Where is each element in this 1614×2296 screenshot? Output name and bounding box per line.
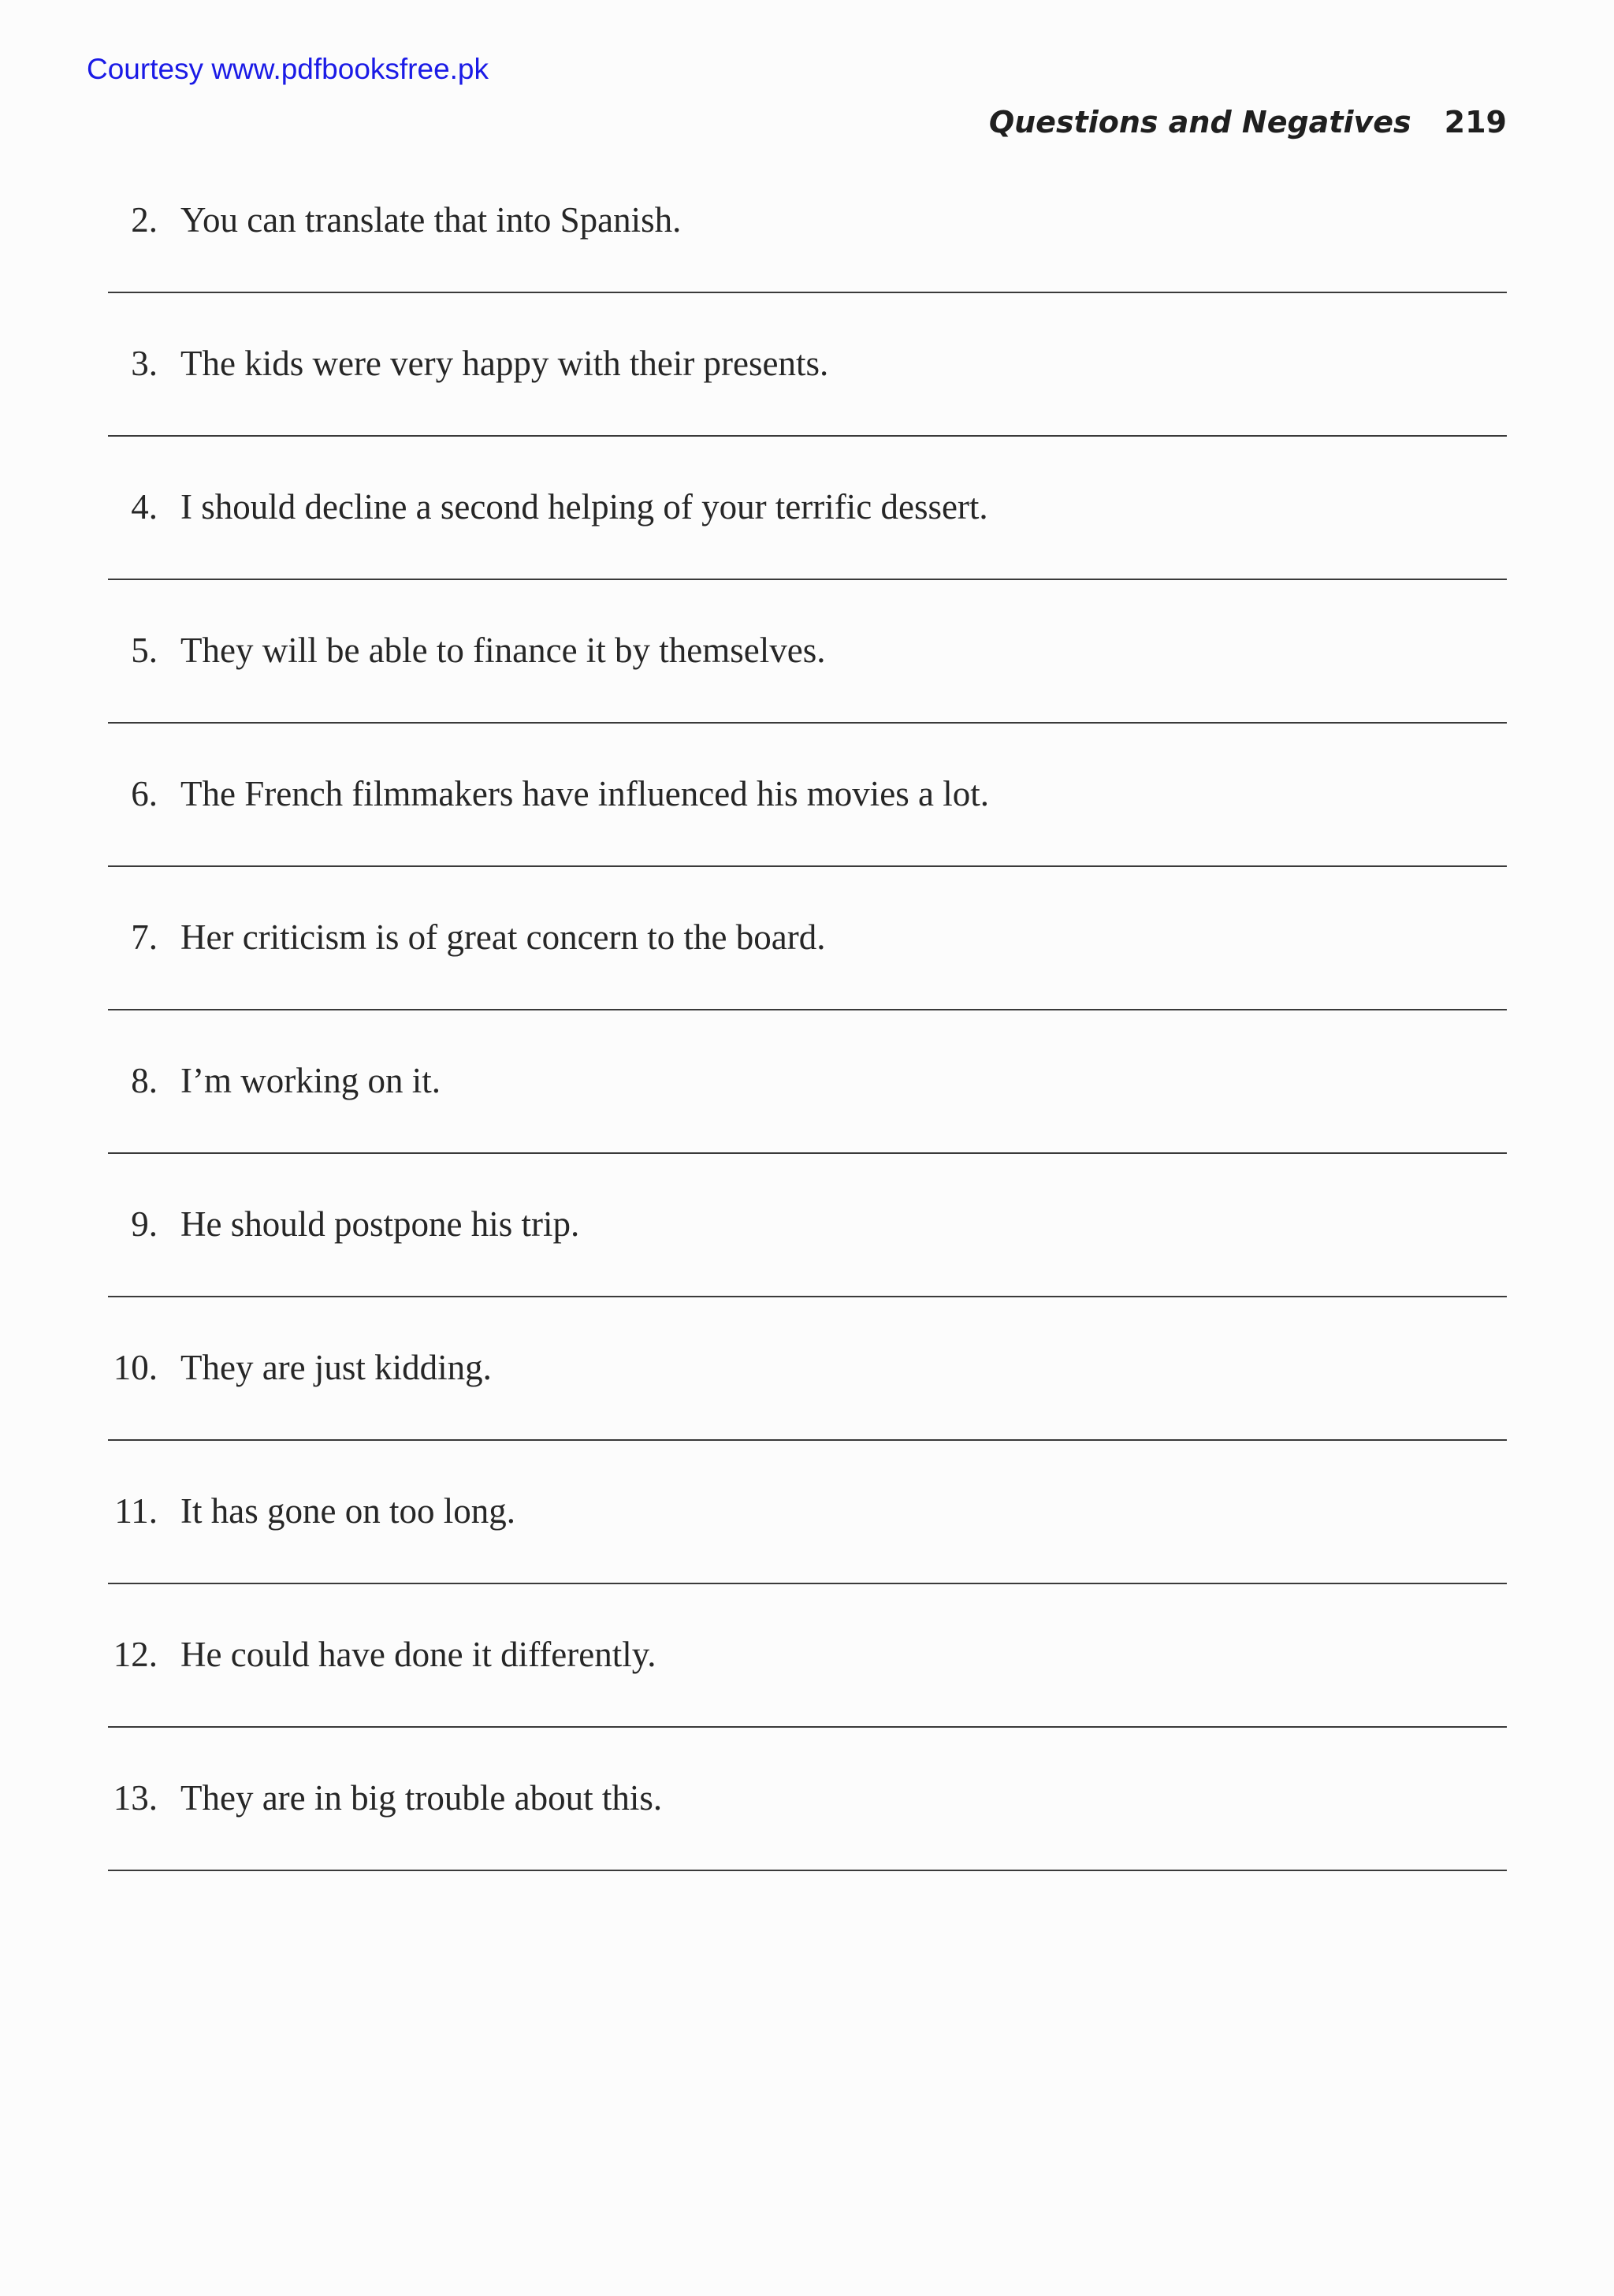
- item-sentence: They are in big trouble about this.: [180, 1778, 663, 1818]
- answer-line[interactable]: [108, 1009, 1507, 1010]
- answer-line[interactable]: [108, 865, 1507, 867]
- item-number: 13.: [113, 1778, 158, 1818]
- exercise-item: [0, 1203, 1614, 1346]
- item-sentence: Her criticism is of great concern to the board.: [180, 917, 826, 957]
- item-number: 3.: [131, 344, 158, 383]
- item-number: 2.: [131, 200, 158, 240]
- answer-line[interactable]: [108, 435, 1507, 437]
- exercise-item: [0, 486, 1614, 629]
- item-sentence: I should decline a second helping of your terrific dessert.: [180, 487, 988, 527]
- courtesy-watermark: Courtesy www.pdfbooksfree.pk: [87, 53, 489, 85]
- answer-line[interactable]: [108, 1870, 1507, 1871]
- item-sentence: They are just kidding.: [180, 1348, 492, 1387]
- exercise-item: [0, 1633, 1614, 1777]
- item-number: 11.: [114, 1491, 158, 1531]
- answer-line[interactable]: [108, 722, 1507, 724]
- item-sentence: They will be able to finance it by themselves.: [180, 631, 826, 670]
- item-number: 7.: [131, 917, 158, 957]
- answer-line[interactable]: [108, 579, 1507, 580]
- exercise-item: [0, 1059, 1614, 1203]
- item-number: 4.: [131, 487, 158, 527]
- exercise-item: [0, 1346, 1614, 1490]
- answer-line[interactable]: [108, 1152, 1507, 1154]
- item-number: 8.: [131, 1061, 158, 1100]
- answer-line[interactable]: [108, 1439, 1507, 1441]
- item-number: 12.: [113, 1635, 158, 1674]
- item-number: 10.: [113, 1348, 158, 1387]
- answer-line[interactable]: [108, 1296, 1507, 1297]
- exercise-item: [0, 772, 1614, 916]
- item-sentence: I’m working on it.: [180, 1061, 441, 1100]
- item-sentence: The kids were very happy with their presents.: [180, 344, 829, 383]
- item-sentence: The French filmmakers have influenced his movies a lot.: [180, 774, 989, 813]
- item-sentence: You can translate that into Spanish.: [180, 200, 682, 240]
- answer-line[interactable]: [108, 292, 1507, 293]
- exercise-item: [0, 199, 1614, 342]
- item-sentence: He should postpone his trip.: [180, 1204, 580, 1244]
- answer-line[interactable]: [108, 1726, 1507, 1728]
- item-sentence: He could have done it differently.: [180, 1635, 656, 1674]
- exercise-item: [0, 629, 1614, 772]
- exercise-item: [0, 1490, 1614, 1633]
- item-number: 5.: [131, 631, 158, 670]
- exercise-item: [0, 342, 1614, 486]
- page-number: 219: [1444, 105, 1507, 140]
- item-sentence: It has gone on too long.: [180, 1491, 515, 1531]
- item-number: 6.: [131, 774, 158, 813]
- exercise-item: [0, 916, 1614, 1059]
- answer-line[interactable]: [108, 1583, 1507, 1584]
- exercise-item: [0, 1777, 1614, 1920]
- section-title: Questions and Negatives: [988, 105, 1411, 140]
- item-number: 9.: [131, 1204, 158, 1244]
